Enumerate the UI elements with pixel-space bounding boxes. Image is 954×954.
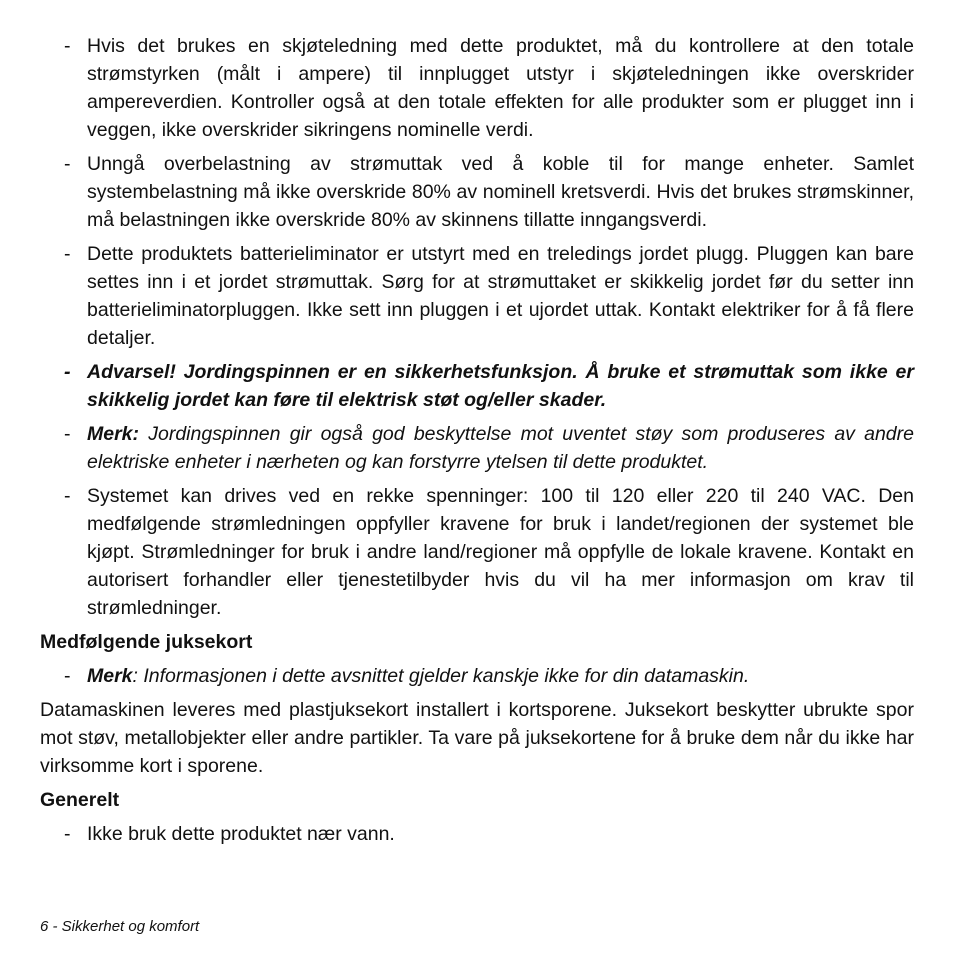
list-item-text: Ikke bruk dette produktet nær vann. <box>87 823 395 845</box>
note-section-applicability <box>40 662 914 690</box>
section-heading-general: Generelt <box>40 789 120 811</box>
list-item-battery-eliminator <box>40 240 914 352</box>
list-item-text: Systemet kan drives ved en rekke spenninger: 100 til 120 eller 220 til 240 VAC. Den medfølgende strømledningen oppfyller kravene for bruk i landet/regionen der systemet ble kjøpt. Strømledninger for bruk i andre land/regioner må oppfylle de lokale kravene. Kontakt en autorisert forhandler eller tjenestetilbyder hvis du vil ha mer informasjon om krav til strømledninger. <box>87 485 914 619</box>
paragraph-dummy-cards: Datamaskinen leveres med plastjuksekort installert i kortsporene. Juksekort beskytter ubrukte spor mot støv, metallobjekter eller andre partikler. Ta vare på juksekortene for å bruke dem når du ikke har virksomme kort i sporene. <box>40 699 914 777</box>
document-page <box>40 32 914 854</box>
bullet-dash: - <box>64 423 71 445</box>
note-grounding-pin <box>40 420 914 476</box>
list-item-water <box>40 820 914 848</box>
warning-item <box>40 358 914 414</box>
bullet-dash: - <box>64 485 71 507</box>
note-text: : Informasjonen i dette avsnittet gjelder kanskje ikke for din datamaskin. <box>132 665 750 687</box>
note-label: Merk <box>87 665 133 687</box>
list-item-text: Hvis det brukes en skjøteledning med dette produktet, må du kontrollere at den totale strømstyrken (målt i ampere) til innplugget utstyr i skjøteledningen ikke overskrider ampereverdien. Kontroller også at den totale effekten for alle produkter som er plugget inn i veggen, ikke overskrider sikringens nominelle verdi. <box>87 35 914 141</box>
warning-text: Advarsel! Jordingspinnen er en sikkerhetsfunksjon. Å bruke et strømuttak som ikke er skikkelig jordet kan føre til elektrisk støt og/eller skader. <box>87 361 914 411</box>
bullet-dash: - <box>64 823 71 845</box>
bullet-dash: - <box>64 35 71 57</box>
bullet-dash: - <box>64 153 71 175</box>
bullet-dash: - <box>64 665 71 687</box>
bullet-dash: - <box>64 361 71 383</box>
list-item-text: Unngå overbelastning av strømuttak ved å koble til for mange enheter. Samlet systembelastning må ikke overskride 80% av nominell kretsverdi. Hvis det brukes strømskinner, må belastningen ikke overskride 80% av skinnens tillatte inngangsverdi. <box>87 153 914 231</box>
page-footer: 6 - Sikkerhet og komfort <box>40 918 200 935</box>
section-heading-dummy-cards: Medfølgende juksekort <box>40 631 253 653</box>
note-text: Jordingspinnen gir også god beskyttelse mot uventet støy som produseres av andre elektriske enheter i nærheten og kan forstyrre ytelsen til dette produktet. <box>87 423 914 473</box>
list-item-overload <box>40 150 914 234</box>
list-item-voltage <box>40 482 914 622</box>
note-label: Merk: <box>87 423 140 445</box>
list-item-extension-cord <box>40 32 914 144</box>
list-item-text: Dette produktets batterieliminator er utstyrt med en treledings jordet plugg. Pluggen kan bare settes inn i et jordet strømuttak. Sørg for at strømuttaket er skikkelig jordet før du setter inn batterieliminatorpluggen. Ikke sett inn pluggen i et ujordet uttak. Kontakt elektriker for å få flere detaljer. <box>87 243 914 349</box>
bullet-dash: - <box>64 243 71 265</box>
